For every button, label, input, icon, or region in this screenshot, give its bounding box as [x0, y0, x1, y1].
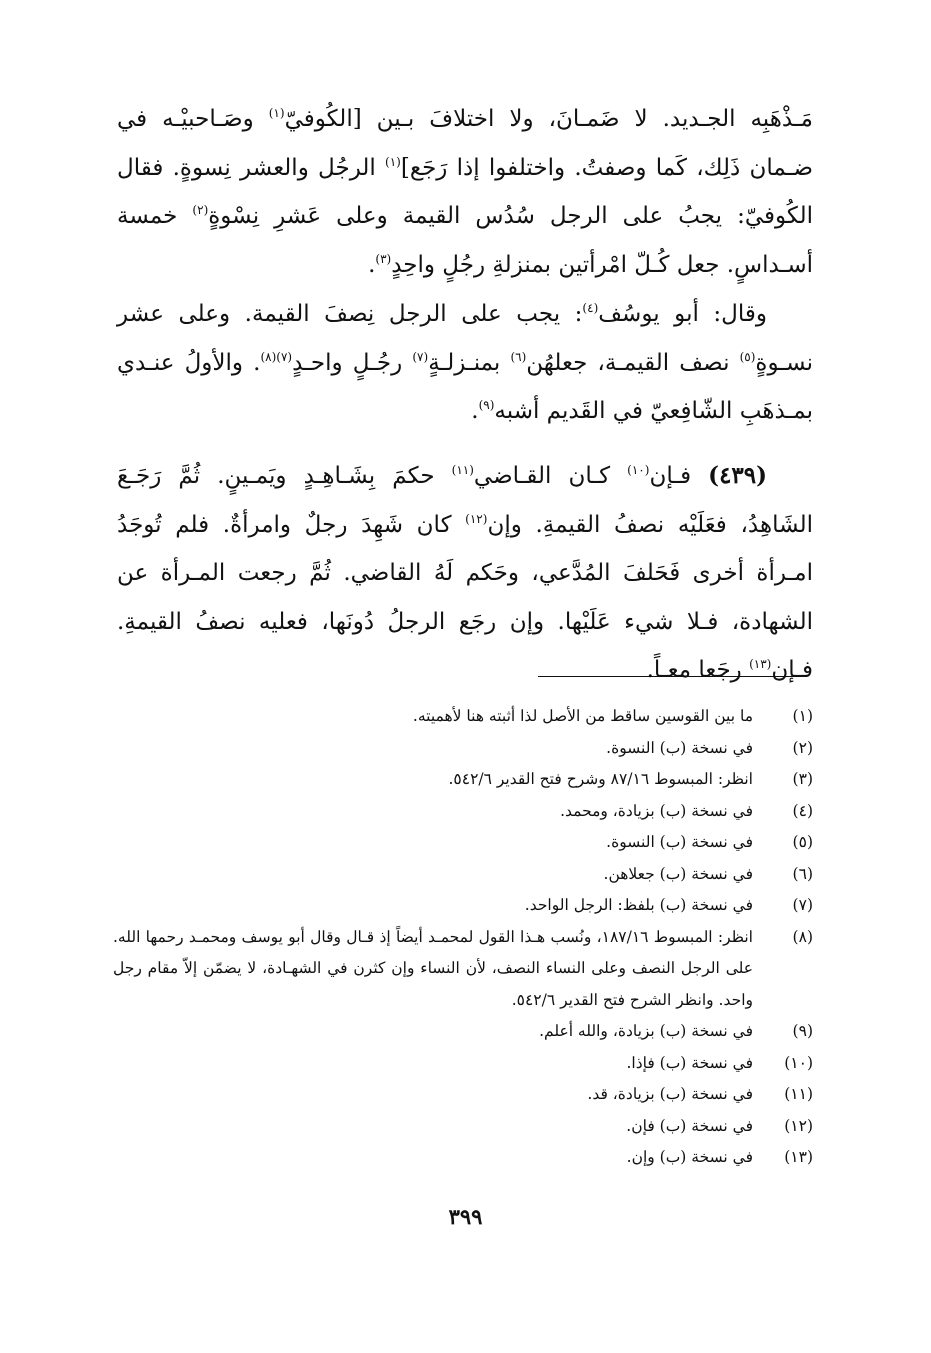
- footnote-ref: (١٢): [465, 511, 488, 526]
- footnote-ref: (٣): [375, 251, 392, 266]
- text-run: . والأولُ عنـدي بمـذهَبِ الشّافِعيّ في القَديم أشبه: [117, 349, 813, 424]
- footnote-ref: (٧): [412, 349, 429, 364]
- footnote-text: في نسخة (ب) بزيادة، والله أعلم.: [539, 1022, 753, 1040]
- footnote-item: [113, 733, 813, 765]
- footnote-ref: (٧)(٨): [260, 349, 293, 364]
- text-run: بمنـزلـةٍ: [428, 349, 511, 376]
- section-number: (٤٣٩): [708, 462, 768, 489]
- body-paragraph-3: [117, 452, 813, 695]
- footnote-text: انظر: المبسوط ١٨٧/١٦، ونُسب هـذا القول لمحمـد أيضاً إذ قـال وقال أبو يوسف ومحمـد رحمها الله. على الرجل النصف وعلى النساء النصف، لأن النساء وإن كثرن في الشهـادة، لا يضمّن إلاّ مقام رجل واحد. وانظر الشرح فتح القدير ٥٤٢/٦.: [113, 927, 753, 1009]
- footnote-ref: (١٠): [627, 463, 650, 477]
- text-run: .: [471, 398, 479, 424]
- text-run: رجُـلٍ واحـدٍ: [292, 349, 413, 376]
- footnote-ref: (١١): [451, 463, 474, 477]
- text-run: خمسة أسـداسٍ. جعل كُـلّ امْرأتين بمنزلةِ رجُلٍ واحِدٍ: [117, 203, 813, 278]
- footnote-item: [113, 796, 813, 828]
- footnote-number: (٣): [792, 770, 813, 788]
- footnote-text: في نسخة (ب) النسوة.: [606, 738, 753, 757]
- footnote-ref: (١): [385, 154, 401, 169]
- footnote-number: (٢): [792, 738, 813, 757]
- footnote-item: [113, 922, 813, 1017]
- text-run: كان شَهِدَ رجلٌ وامرأةٌ. فلم تُوجَدُ امـرأة أخرى فَحَلفَ المُدَّعي، وحَكم لَهُ القاضي. ثُمَّ رجعت المـرأة عن الشهادة، فـلا شيء عَلَيْها. وإن رجَع الرجلُ دُونَها، فعليه نصفُ القيمةِ. فـإن: [117, 511, 813, 683]
- footnote-number: (٤): [792, 801, 813, 820]
- footnote-item: [113, 1079, 813, 1111]
- text-run: رجَعا معـاً.: [646, 657, 750, 683]
- text-run: حكمَ بِشَـاهِـدٍ ويَمـينٍ. ثُمَّ رَجَـعَ الشَاهِدُ، فعَلَيْه نصفُ القيمةِ. وإن: [117, 463, 813, 538]
- text-run: مَـذْهَبِه الجـديد. لا ضَمـانَ، ولا اختلافَ بـين [الكُوفيّ: [284, 106, 813, 132]
- footnote-number: (٥): [792, 833, 813, 851]
- footnote-number: (١٢): [784, 1116, 813, 1135]
- footnote-item: [113, 701, 813, 733]
- text-run: : يجب على الرجل نِصفَ القيمة. وعلى عشر نسـوةٍ: [117, 301, 813, 376]
- footnote-text: في نسخة (ب) النسوة.: [606, 833, 753, 851]
- text-run: .: [368, 251, 376, 278]
- footnote-number: (١): [792, 707, 813, 725]
- footnote-item: [113, 764, 813, 796]
- footnote-text: في نسخة (ب) بزيادة، قد.: [587, 1085, 753, 1103]
- footnote-number: (٩): [792, 1022, 813, 1040]
- footnote-item: [113, 827, 813, 859]
- text-run: نصف القيمـة، جعلهُن: [526, 349, 740, 376]
- footnote-item: [113, 890, 813, 922]
- footnote-number: (١١): [784, 1085, 813, 1103]
- footnote-number: (٦): [792, 864, 813, 883]
- footnote-text: في نسخة (ب) بلفظ: الرجل الواحد.: [524, 896, 753, 914]
- footnote-number: (٧): [792, 896, 813, 914]
- footnote-text: في نسخة (ب) جعلاهن.: [603, 864, 753, 883]
- text-run: وصَـاحبيْـه في ضـمان ذَلِك، كَما وصفتُ. واختلفوا إذا رَجَع]: [117, 106, 814, 181]
- body-paragraph-2: [117, 290, 813, 436]
- footnote-item: [113, 1111, 813, 1143]
- footnote-ref: (٦): [510, 349, 527, 364]
- footnote-ref: (١٣): [749, 657, 772, 671]
- footnote-divider: [538, 676, 800, 677]
- footnote-item: [113, 1048, 813, 1080]
- footnote-item: [113, 859, 813, 891]
- page-number: ٣٩٩: [448, 1204, 483, 1229]
- footnote-text: في نسخة (ب) بزيادة، ومحمد.: [560, 801, 753, 820]
- text-run: وقال: أبو يوسُف: [598, 301, 767, 327]
- footnote-item: [113, 1142, 813, 1174]
- footnote-ref: (٥): [739, 349, 756, 364]
- footnote-text: في نسخة (ب) فإذا.: [626, 1053, 753, 1072]
- footnote-item: [113, 1016, 813, 1048]
- footnote-text: في نسخة (ب) فإن.: [626, 1116, 753, 1135]
- text-run: الرجُل والعشر نِسوةٍ. فقال الكُوفيّ: يجبُ على الرجل سُدُس القيمة وعلى عَشرِ نِسْوةٍ: [117, 154, 813, 229]
- footnote-number: (١٣): [784, 1148, 813, 1166]
- footnote-number: (٨): [792, 927, 813, 946]
- footnote-number: (١٠): [784, 1053, 813, 1072]
- footnote-ref: (٩): [478, 398, 495, 412]
- footnote-text: ما بين القوسين ساقط من الأصل لذا أثبته هنا لأهميته.: [412, 707, 753, 725]
- footnotes-list: [113, 701, 813, 1174]
- footnote-text: في نسخة (ب) وإن.: [626, 1148, 753, 1166]
- footnote-ref: (١): [268, 106, 285, 120]
- footnote-text: انظر: المبسوط ٨٧/١٦ وشرح فتح القدير ٥٤٢/٦.: [448, 770, 753, 788]
- body-paragraph-1: [117, 95, 813, 289]
- footnote-ref: (٤): [582, 301, 599, 315]
- footnote-ref: (٢): [192, 203, 209, 217]
- text-run: فـإن: [649, 463, 709, 489]
- text-run: كـان القـاضي: [473, 463, 628, 489]
